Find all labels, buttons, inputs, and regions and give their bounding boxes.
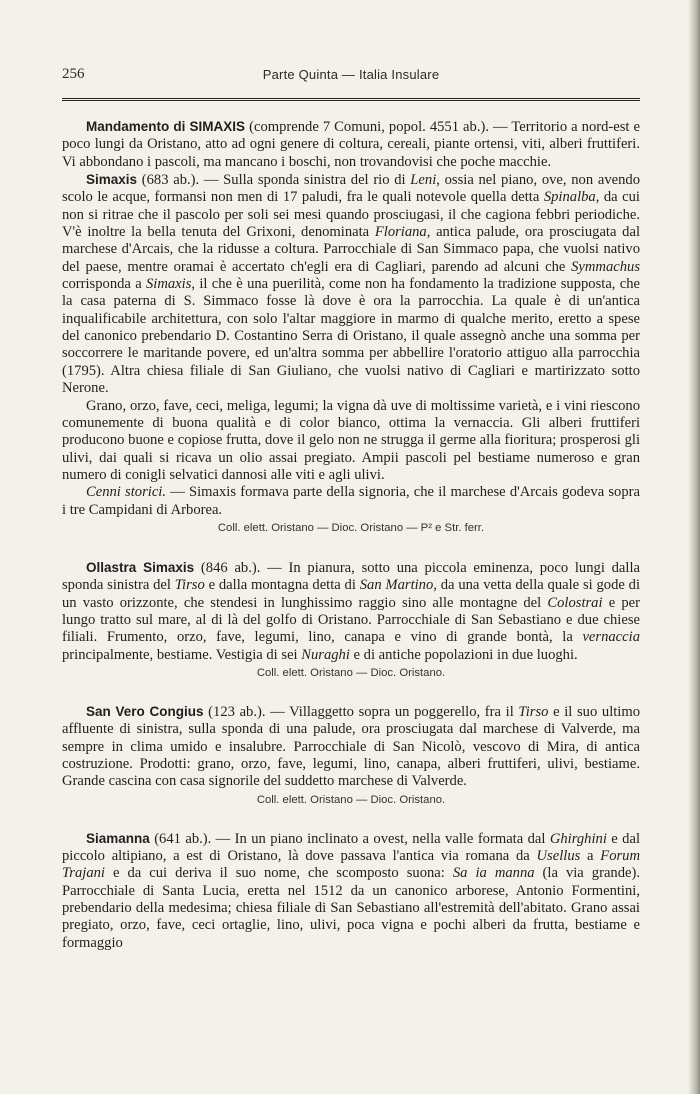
siamanna-heading: Siamanna bbox=[86, 830, 150, 846]
ollastra-admin-note: Coll. elett. Oristano — Dioc. Oristano. bbox=[256, 666, 446, 679]
page-edge-shadow bbox=[688, 0, 700, 1094]
sanvero-admin-note: Coll. elett. Oristano — Dioc. Oristano. bbox=[256, 793, 446, 806]
simaxis-products-paragraph: Grano, orzo, fave, ceci, meliga, legumi; la vigna dà uve di moltissime varietà, e i vini riescono comunemente di buona qualità e di color bianco, ottima la vernaccia. Gli alberi fruttiferi producono buone e copiose frutta, dove il gelo non ne strugga il germe alla fioritura; prosperosi gli ulivi, dai quali si ricava un olio assai pregiato. Ampii pascoli pel bestiame numeroso e gran numero di conigli selvatici dannosi alle viti e agli ulivi. bbox=[62, 397, 640, 483]
mandamento-simaxis-paragraph: Mandamento di SIMAXIS (comprende 7 Comuni, popol. 4551 ab.). — Territorio a nord-est e poco lungi da Oristano, atto ad ogni genere di coltura, cereali, piante ortensi, viti, alberi fruttiferi. Vi abbondano i pascoli, ma mancano i boschi, non trovandovisi che poche macchie. bbox=[62, 119, 641, 170]
body-text bbox=[62, 118, 640, 952]
section-gap bbox=[62, 809, 640, 830]
simaxis-admin-note: Coll. elett. Oristano — Dioc. Oristano — P² e Str. ferr. bbox=[217, 521, 485, 534]
page-header bbox=[62, 66, 640, 90]
siamanna-paragraph: Siamanna (641 ab.). — In un piano inclinato a ovest, nella valle formata dal Ghirghini e dal piccolo altipiano, a est di Oristano, là dove passava l'antica via romana da Usellus a Forum Trajani e da cui deriva il suo nome, che scomposto suona: Sa ia manna (la via grande). Parrocchiale di Santa Lucia, eretta nel 1512 da un canonico arborese, Antonio Formentini, prebendario della medesima; chiesa filiale di San Sebastiano all'estremità dell'abitato. Grano assai pregiato, orzo, fave, ceci ortaglie, lino, ulivi, poca vigna e pochi alberi da frutta, bestiame e formaggio bbox=[62, 830, 641, 951]
ollastra-heading: Ollastra Simaxis bbox=[86, 559, 195, 575]
mandamento-heading: Mandamento di SIMAXIS bbox=[86, 119, 246, 134]
page-number: 256 bbox=[62, 66, 85, 82]
running-title: Parte Quinta — Italia Insulare bbox=[262, 67, 440, 82]
sanvero-heading: San Vero Congius bbox=[86, 703, 204, 719]
simaxis-heading: Simaxis bbox=[86, 172, 138, 188]
header-rule bbox=[62, 98, 640, 101]
simaxis-paragraph: Simaxis (683 ab.). — Sulla sponda sinistra del rio di Leni, ossia nel piano, ove, non avendo scolo le acque, formansi non men di 17 paludi, fra le quali notevole quella detta Spinalba, da cui non si ritrae che il pascolo per soli sei mesi quando prosciugasi, il che cagiona febbri periodiche. V'è inoltre la bella tenuta del Grixoni, denominata Floriana, antica palude, ora prosciugata dal marchese d'Arcais, che la ridusse a coltura. Parrocchiale di San Simmaco papa, che vuolsi nativo del paese, mentre oramai è accertato ch'egli era di Cagliari, parendo ad alcuni che Symmachus corrisponda a Simaxis, il che è una puerilità, come non ha fondamento la tradizione supposta, che la casa paterna di S. Simmaco fosse là dove è ora la parrocchia. La quale è di un'antica inqualificabile architettura, con solo l'altar maggiore in marmo di qualche merito, eretto a spese del canonico prebendario D. Costantino Serra di Oristano, il quale assegnò anche una somma per soccorrere le maritande povere, ed un'altra somma per abbellire l'oratorio attiguo alla parrocchia (1795). Altra chiesa filiale di San Giuliano, che vuolsi nativo di Cagliari e martirizzato sotto Nerone. bbox=[62, 172, 641, 397]
section-gap bbox=[62, 537, 640, 559]
sanvero-paragraph: San Vero Congius (123 ab.). — Villaggetto sopra un poggerello, fra il Tirso e il suo ultimo affluente di sinistra, sulla sponda di una palude, ora prosciugata dal marchese di Valverde, ma sempre in clima umido e insalubre. Parrocchiale di San Nicolò, vescovo di Mira, di antica costruzione. Prodotti: grano, orzo, fave, legumi, lino, canapa, alberi fruttiferi, ulivi, bestiame. Grande cascina con casa signorile del suddetto marchese di Valverde. bbox=[62, 703, 641, 790]
simaxis-history-paragraph: Cenni storici. — Simaxis formava parte della signoria, che il marchese d'Arcais godeva sopra i tre Campidani di Arborea. bbox=[62, 484, 640, 518]
ollastra-paragraph: Ollastra Simaxis (846 ab.). — In pianura, sotto una piccola eminenza, poco lungi dalla sponda sinistra del Tirso e dalla montagna detta di San Martino, da una vetta della quale si gode di un vasto orizzonte, che stendesi in lunghissimo raggio sino alle montagne del Colostrai e per lungo tratto sul mare, al di là del golfo di Oristano. Parrocchiale di San Sebastiano e due chiese filiali. Frumento, orzo, fave, legumi, lino, canapa e vino di grande bontà, la vernaccia principalmente, bestiame. Vestigia di sei Nuraghi e di antiche popolazioni in due luoghi. bbox=[62, 559, 641, 663]
book-page bbox=[62, 66, 641, 951]
section-gap bbox=[62, 682, 640, 703]
